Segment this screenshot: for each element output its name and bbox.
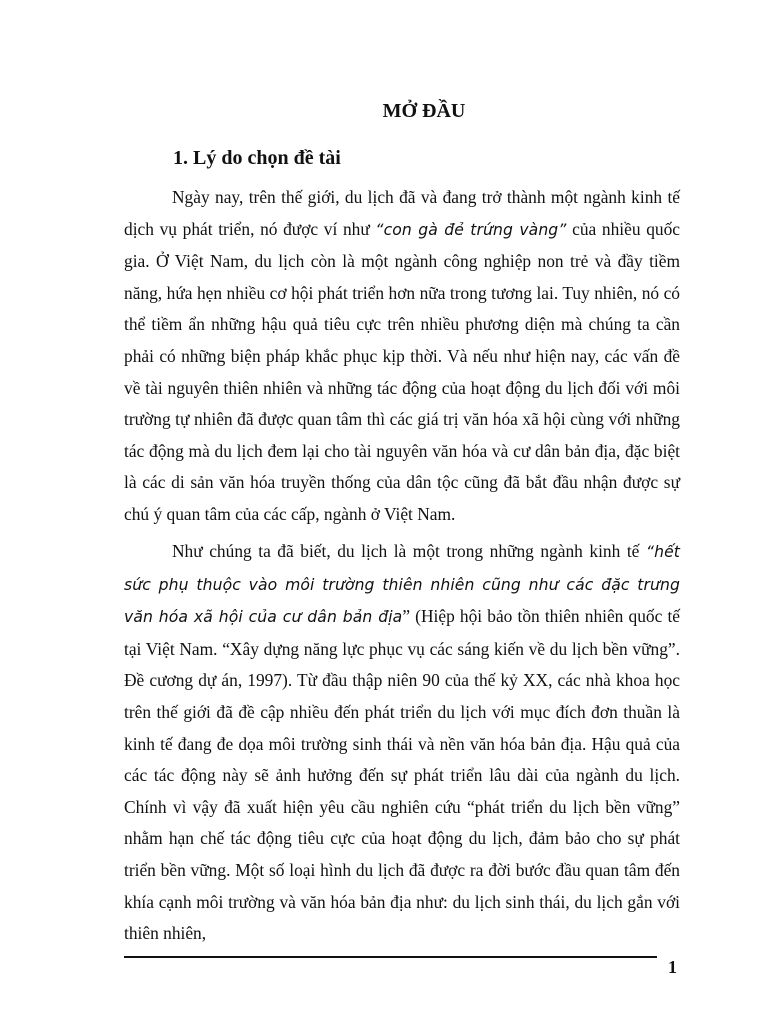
page-number: 1 bbox=[668, 957, 677, 977]
paragraph-2-text-b: ” (Hiệp hội bảo tồn thiên nhiên quốc tế tại Việt Nam. “Xây dựng năng lực phục vụ các sáng kiến về du lịch bền vững”. Đề cương dự án, 1997). Từ đầu thập niên 90 của thế kỷ XX, các nhà khoa học trên thế giới đã đề cập nhiều đến phát triển du lịch với mục đích đơn thuần là kinh tế đang đe dọa môi trường sinh thái và nền văn hóa bản địa. Hậu quả của các tác động này sẽ ảnh hưởng đến sự phát triển lâu dài của ngành du lịch. Chính vì vậy đã xuất hiện yêu cầu nghiên cứu “phát triển du lịch bền vững” nhằm hạn chế tác động tiêu cực của hoạt động du lịch, đảm bảo cho sự phát triển bền vững. Một số loại hình du lịch đã được ra đời bước đầu quan tâm đến khía cạnh môi trường và văn hóa bản địa như: du lịch sinh thái, du lịch gắn với thiên nhiên, bbox=[124, 606, 680, 944]
paragraph-1-quote: “con gà đẻ trứng vàng” bbox=[375, 220, 567, 239]
paragraph-1 bbox=[124, 182, 680, 531]
paragraph-2-text-a: Như chúng ta đã biết, du lịch là một trong những ngành kinh tế bbox=[172, 541, 646, 561]
paragraph-2 bbox=[124, 536, 680, 950]
paragraph-2-quote: “hết sức phụ thuộc vào môi trường thiên nhiên cũng như các đặc trưng văn hóa xã hội của cư dân bản địa bbox=[124, 543, 680, 627]
footer-rule bbox=[124, 956, 657, 958]
paragraph-1-text-a: Ngày nay, trên thế giới, du lịch đã và đang trở thành một ngành kinh tế dịch vụ phát triển, nó được ví như bbox=[124, 187, 680, 239]
page-title: MỞ ĐẦU bbox=[382, 100, 466, 122]
section-heading: 1. Lý do chọn đề tài bbox=[173, 147, 341, 169]
paragraph-1-text-b: của nhiều quốc gia. Ở Việt Nam, du lịch còn là một ngành công nghiệp non trẻ và đầy tiềm năng, hứa hẹn nhiều cơ hội phát triển hơn nữa trong tương lai. Tuy nhiên, nó có thể tiềm ẩn những hậu quả tiêu cực trên nhiều phương diện mà chúng ta cần phải có những biện pháp khắc phục kịp thời. Và nếu như hiện nay, các vấn đề về tài nguyên thiên nhiên và những tác động của hoạt động du lịch đối với môi trường tự nhiên đã được quan tâm thì các giá trị văn hóa xã hội cùng với những tác động mà du lịch đem lại cho tài nguyên văn hóa và cư dân bản địa, đặc biệt là các di sản văn hóa truyền thống của dân tộc cũng đã bắt đầu nhận được sự chú ý quan tâm của các cấp, ngành ở Việt Nam. bbox=[124, 218, 681, 524]
